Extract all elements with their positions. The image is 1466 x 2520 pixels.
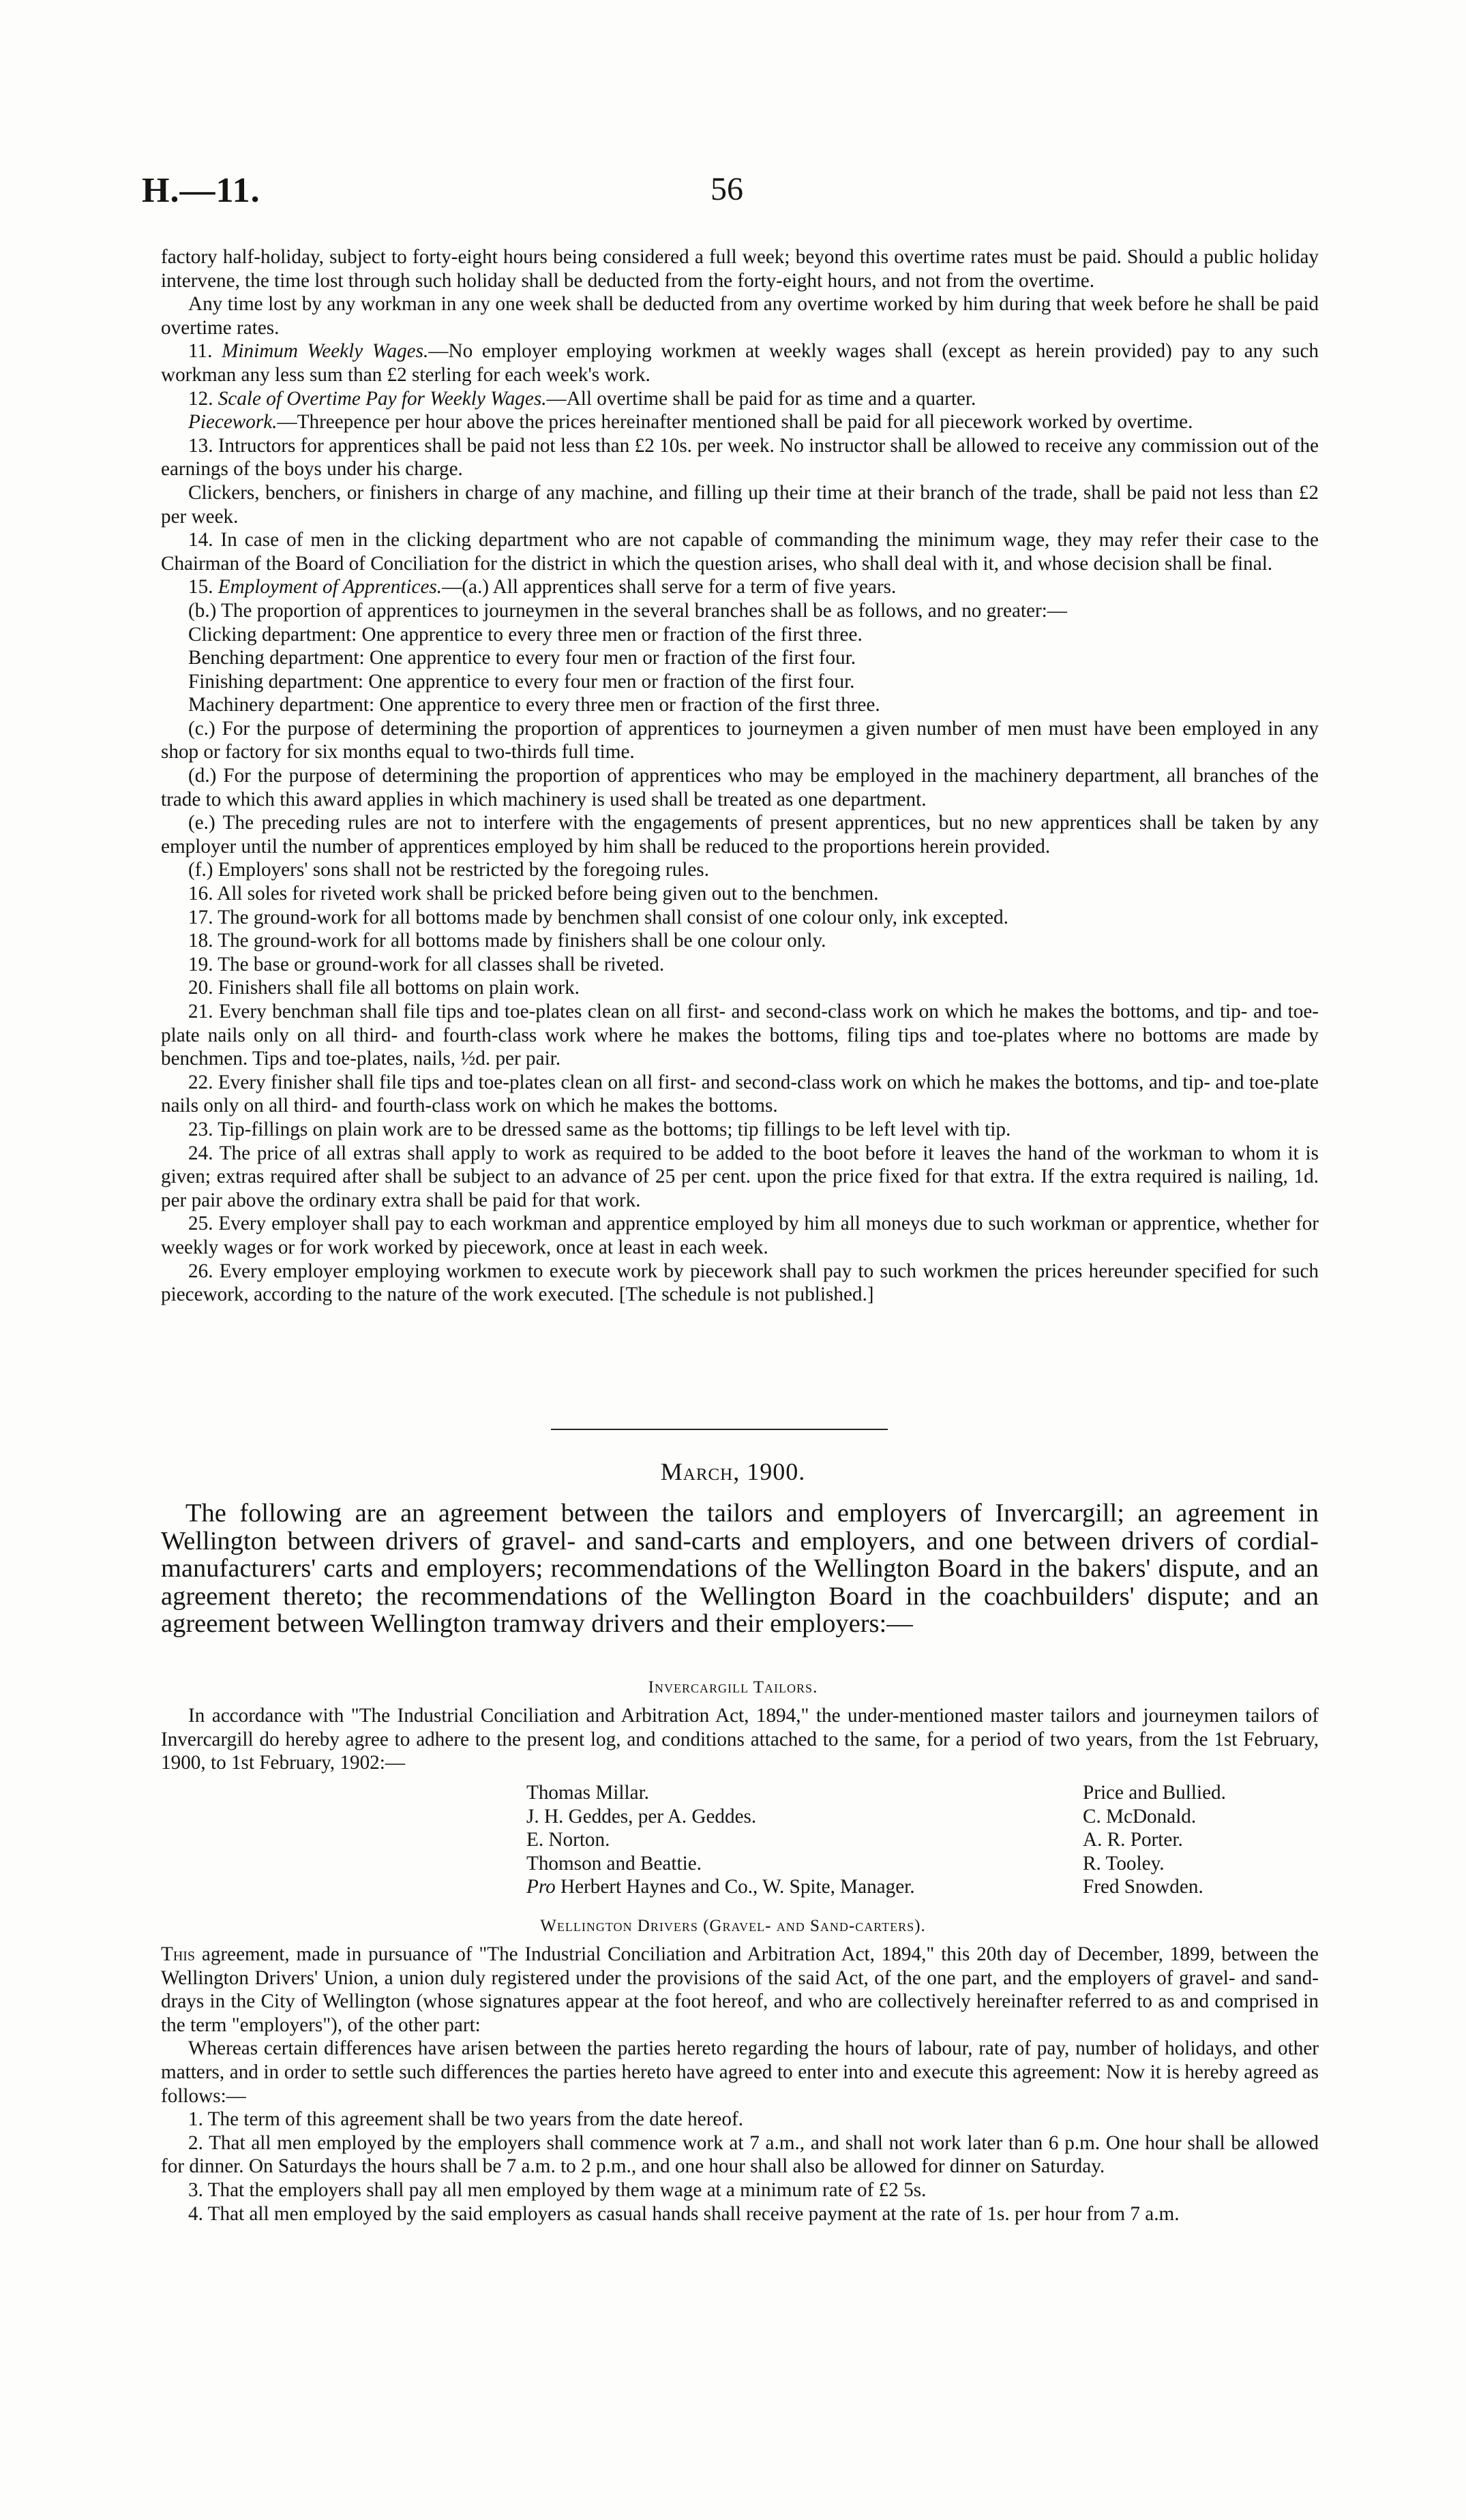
- clause-text: 26. Every employer employing workmen to execute work by piecework shall pay to such workmen the prices hereunder specified for such piecework, according to the nature of the work executed. [The schedule is not published.]: [161, 1260, 1319, 1306]
- agreement-text: In accordance with "The Industrial Conciliation and Arbitration Act, 1894," the under-mentioned master tailors and journeymen tailors of Invercargill do hereby agree to adhere to the present log, and conditions attached to the same, for a period of two years, from the 1st February, 1900, to 1st February, 1902:—: [161, 1705, 1319, 1774]
- signatories-left: [526, 1781, 915, 1899]
- intro-text: The following are an agreement between the tailors and employers of Invercargill; an agreement in Wellington between drivers of gravel- and sand-carts and employers, and one between drivers of cordial-manufacturers' carts and employers; recommendations of the Wellington Board in the bakers' dispute, and an agreement thereto; the recommendations of the Wellington Board in the coachbuilders' dispute; and an agreement between Wellington tramway drivers and their employers:—: [161, 1499, 1319, 1639]
- clause-text: Machinery department: One apprentice to every three men or fraction of the first three.: [188, 694, 880, 716]
- agreement-text: 2. That all men employed by the employers shall commence work at 7 a.m., and shall not work later than 6 p.m. One hour shall be allowed for dinner. On Saturdays the hours shall be 7 a.m. to 2 p.m., and one hour shall also be allowed for dinner on Saturday.: [161, 2131, 1319, 2178]
- clause-text: Clickers, benchers, or finishers in charge of any machine, and filling up their time at their branch of the trade, shall be paid not less than £2 per week.: [161, 481, 1319, 528]
- clause-body: —(a.) All apprentices shall serve for a term of five years.: [442, 576, 897, 598]
- clause-text: 24. The price of all extras shall apply to work as required to be added to the boot before it leaves the hand of the workman to whom it is given; extras required after shall be subject to an advance of 25 per cent. upon the price fixed for that extra. If the extra required is nailing, 1d. per pair above the ordinary extra shall be paid for that work.: [161, 1142, 1319, 1211]
- signatory: A. R. Porter.: [1083, 1829, 1183, 1851]
- clause-text: 14. In case of men in the clicking department who are not capable of commanding the minimum wage, they may refer their case to the Chairman of the Board of Conciliation for the district in which the question arises, who shall deal with it, and whose decision shall be final.: [161, 529, 1319, 575]
- lead-word: This: [161, 1943, 196, 1965]
- clause-15: [161, 575, 1319, 599]
- wellington-drivers-heading: Wellington Drivers (Gravel- and Sand-carters).: [540, 1917, 926, 1935]
- clause-text: (d.) For the purpose of determining the proportion of apprentices who may be employed in the machinery department, all branches of the trade to which this award applies in which machinery is used shall be treated as one department.: [161, 765, 1319, 810]
- clause-title: Employment of Apprentices.: [218, 576, 443, 598]
- signatory: R. Tooley.: [1083, 1852, 1165, 1874]
- clause-11: [161, 339, 1319, 386]
- clause-text: Any time lost by any workman in any one week shall be deducted from any overtime worked by him during that week before he shall be paid overtime rates.: [161, 293, 1319, 339]
- section-divider: [551, 1429, 888, 1430]
- invercargill-heading: Invercargill Tailors.: [648, 1678, 818, 1697]
- section-date-heading: March, 1900.: [660, 1458, 806, 1485]
- clause-body: —No employer employing workmen at weekly wages shall (except as herein provided) pay to any such workman any less sum than £2 sterling for each week's work.: [161, 340, 1319, 386]
- clause-text: (e.) The preceding rules are not to interfere with the engagements of present apprentices, but no new apprentices shall be taken by any employer until the number of apprentices employed by him shall be reduced to the proportions herein provided.: [161, 812, 1319, 857]
- clause-number: 11.: [188, 340, 213, 363]
- agreement-text: 4. That all men employed by the said employers as casual hands shall receive payment at the rate of 1s. per hour from 7 a.m.: [188, 2202, 1180, 2225]
- clause-text: 19. The base or ground-work for all classes shall be riveted.: [188, 953, 665, 975]
- clause-text: 13. Intructors for apprentices shall be paid not less than £2 10s. per week. No instructor shall be allowed to receive any commission out of the earnings of the boys under his charge.: [161, 434, 1319, 481]
- clause-title: Piecework.: [188, 411, 278, 434]
- clause-text: 20. Finishers shall file all bottoms on plain work.: [188, 977, 580, 999]
- agreement-text: 1. The term of this agreement shall be two years from the date hereof.: [188, 2108, 743, 2131]
- wellington-agreement: [161, 1943, 1319, 2226]
- signatory: C. McDonald.: [1083, 1805, 1197, 1827]
- piecework-clause: [161, 410, 1319, 434]
- intro-paragraph: [161, 1500, 1319, 1638]
- signatory-name: Herbert Haynes and Co., W. Spite, Manager.: [560, 1876, 915, 1898]
- clause-text: 23. Tip-fillings on plain work are to be dressed same as the bottoms; tip fillings to be left level with tip.: [188, 1118, 1011, 1140]
- signatory: Price and Bullied.: [1083, 1782, 1226, 1804]
- agreement-opening: [161, 1943, 1319, 2037]
- agreement-text: Whereas certain differences have arisen between the parties hereto regarding the hours of labour, rate of pay, number of holidays, and other matters, and in order to settle such differences the parties hereto have agreed to enter into and execute this agreement: Now it is hereby agreed as follows:—: [161, 2037, 1319, 2107]
- signatory: Thomson and Beattie.: [526, 1852, 702, 1874]
- clause-text: 17. The ground-work for all bottoms made by benchmen shall consist of one colour only, ink excepted.: [188, 906, 1008, 928]
- clause-text: (c.) For the purpose of determining the proportion of apprentices to journeymen a given number of men must have been employed in any shop or factory for six months equal to two-thirds full time.: [161, 717, 1319, 763]
- clause-text: (b.) The proportion of apprentices to journeymen in the several branches shall be as follows, and no greater:—: [188, 599, 1067, 622]
- signatory: Fred Snowden.: [1083, 1876, 1203, 1898]
- agreement-text: agreement, made in pursuance of "The Industrial Conciliation and Arbitration Act, 1894," this 20th day of December, 1899, between the Wellington Drivers' Union, a union duly registered under the provisions of the said Act, of the one part, and the employers of gravel- and sand-drays in the City of Wellington (whose signatures appear at the foot hereof, and who are collectively hereinafter referred to as and comprised in the term "employers"), of the other part:: [161, 1943, 1319, 2036]
- clause-number: 15.: [188, 576, 213, 598]
- agreement-text: 3. That the employers shall pay all men employed by them wage at a minimum rate of £2 5s.: [188, 2179, 927, 2201]
- signatory: Thomas Millar.: [526, 1782, 649, 1804]
- clause-body: —All overtime shall be paid for as time and a quarter.: [546, 387, 976, 410]
- award-clauses: [161, 245, 1319, 1307]
- clause-text: Benching department: One apprentice to every four men or fraction of the first four.: [188, 647, 856, 669]
- signatories-right: [1083, 1781, 1226, 1899]
- clause-text: 16. All soles for riveted work shall be pricked before being given out to the benchmen.: [188, 883, 879, 905]
- clause-text: Finishing department: One apprentice to every four men or fraction of the first four.: [188, 670, 855, 693]
- clause-text: 21. Every benchman shall file tips and toe-plates clean on all first- and second-class work on which he makes the bottoms, and tip- and toe-plate nails only on all third- and fourth-class work where he makes the bottoms, filing tips and toe-plates where no bottoms are made by benchmen. Tips and toe-plates, nails, ½d. per pair.: [161, 1001, 1319, 1070]
- signatory: J. H. Geddes, per A. Geddes.: [526, 1805, 757, 1827]
- clause-12: [161, 387, 1319, 411]
- pro-prefix: Pro: [526, 1876, 556, 1898]
- signatory: [526, 1875, 915, 1899]
- clause-body: —Threepence per hour above the prices hereinafter mentioned shall be paid for all piecework worked by overtime.: [277, 411, 1193, 434]
- clause-text: 18. The ground-work for all bottoms made by finishers shall be one colour only.: [188, 930, 826, 952]
- clause-text: factory half-holiday, subject to forty-eight hours being considered a full week; beyond this overtime rates must be paid. Should a public holiday intervene, the time lost through such holiday shall be deducted from the forty-eight hours, and not from the overtime.: [161, 246, 1319, 292]
- clause-title: Minimum Weekly Wages.: [222, 340, 429, 363]
- clause-text: Clicking department: One apprentice to every three men or fraction of the first three.: [188, 623, 863, 646]
- invercargill-agreement: [161, 1704, 1319, 1775]
- clause-text: 25. Every employer shall pay to each workman and apprentice employed by him all moneys due to such workman or apprentice, whether for weekly wages or for work worked by piecework, once at least in each week.: [161, 1213, 1319, 1258]
- page-number: 56: [710, 171, 743, 207]
- clause-text: (f.) Employers' sons shall not be restricted by the foregoing rules.: [188, 859, 709, 881]
- signatory: E. Norton.: [526, 1829, 610, 1851]
- clause-title: Scale of Overtime Pay for Weekly Wages.: [218, 387, 547, 410]
- page-reference: H.—11.: [142, 171, 260, 210]
- clause-number: 12.: [188, 387, 213, 410]
- clause-text: 22. Every finisher shall file tips and toe-plates clean on all first- and second-class work on which he makes the bottoms, and tip- and toe-plate nails only on all third- and fourth-class work on which he makes the bottoms.: [161, 1071, 1319, 1117]
